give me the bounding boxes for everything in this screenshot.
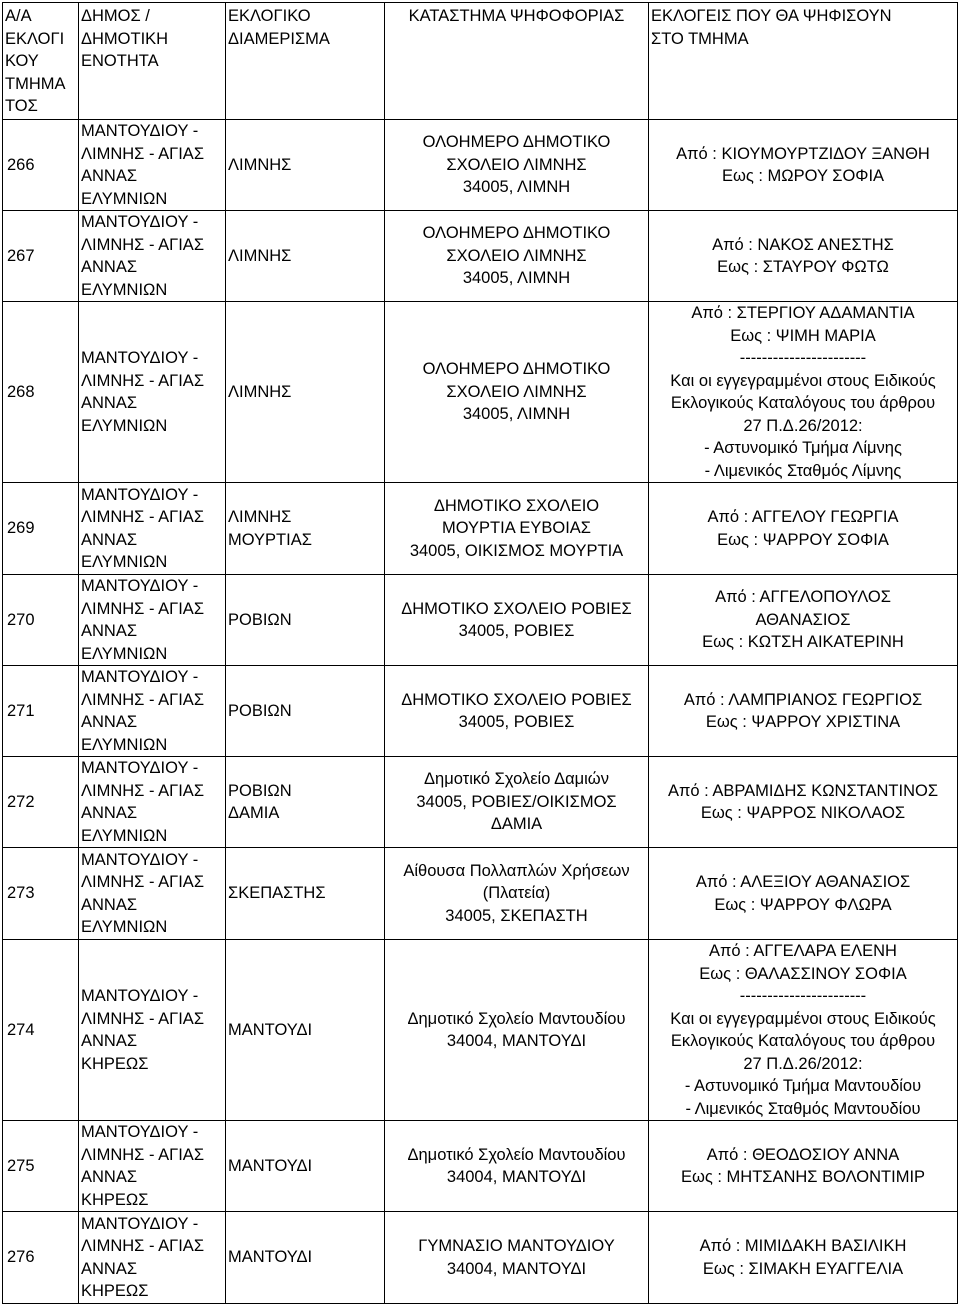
dimos-cell: ΜΑΝΤΟΥΔΙΟΥ - ΛΙΜΝΗΣ - ΑΓΙΑΣ ΑΝΝΑΣ ΚΗΡΕΩΣ: [79, 940, 226, 1121]
ekloges-cell: Από : ΜΙΜΙΔΑΚΗ ΒΑΣΙΛΙΚΗ Εως : ΣΙΜΑΚΗ ΕΥΑΓΓΕΛΙΑ: [649, 1212, 958, 1304]
table-row: [3, 575, 958, 666]
ekloges-cell: Από : ΘΕΟΔΟΣΙΟΥ ΑΝΝΑ Εως : ΜΗΤΣΑΝΗΣ ΒΟΛΟΝΤΙΜΙΡ: [649, 1121, 958, 1212]
katastima-cell: ΟΛΟΗΜΕΡΟ ΔΗΜΟΤΙΚΟ ΣΧΟΛΕΙΟ ΛΙΜΝΗΣ 34005, ΛΙΜΝΗ: [385, 211, 649, 302]
table-row: [3, 302, 958, 483]
diamerisma-cell: ΛΙΜΝΗΣ: [226, 211, 385, 302]
row-number: 276: [3, 1212, 79, 1304]
dimos-cell: ΜΑΝΤΟΥΔΙΟΥ - ΛΙΜΝΗΣ - ΑΓΙΑΣ ΑΝΝΑΣ ΕΛΥΜΝΙΩΝ: [79, 666, 226, 757]
table-row: [3, 211, 958, 302]
row-number: 269: [3, 483, 79, 575]
dimos-cell: ΜΑΝΤΟΥΔΙΟΥ - ΛΙΜΝΗΣ - ΑΓΙΑΣ ΑΝΝΑΣ ΚΗΡΕΩΣ: [79, 1121, 226, 1212]
ekloges-cell: Από : ΝΑΚΟΣ ΑΝΕΣΤΗΣ Εως : ΣΤΑΥΡΟΥ ΦΩΤΩ: [649, 211, 958, 302]
table-row: [3, 1121, 958, 1212]
dimos-cell: ΜΑΝΤΟΥΔΙΟΥ - ΛΙΜΝΗΣ - ΑΓΙΑΣ ΑΝΝΑΣ ΕΛΥΜΝΙΩΝ: [79, 211, 226, 302]
ekloges-cell: Από : ΑΒΡΑΜΙΔΗΣ ΚΩΝΣΤΑΝΤΙΝΟΣ Εως : ΨΑΡΡΟΣ ΝΙΚΟΛΑΟΣ: [649, 757, 958, 848]
diamerisma-cell: ΛΙΜΝΗΣ: [226, 302, 385, 483]
diamerisma-cell: ΡΟΒΙΩΝ: [226, 666, 385, 757]
dimos-cell: ΜΑΝΤΟΥΔΙΟΥ - ΛΙΜΝΗΣ - ΑΓΙΑΣ ΑΝΝΑΣ ΕΛΥΜΝΙΩΝ: [79, 120, 226, 211]
row-number: 270: [3, 575, 79, 666]
row-number: 274: [3, 940, 79, 1121]
row-number: 272: [3, 757, 79, 848]
dimos-cell: ΜΑΝΤΟΥΔΙΟΥ - ΛΙΜΝΗΣ - ΑΓΙΑΣ ΑΝΝΑΣ ΕΛΥΜΝΙΩΝ: [79, 757, 226, 848]
katastima-cell: ΟΛΟΗΜΕΡΟ ΔΗΜΟΤΙΚΟ ΣΧΟΛΕΙΟ ΛΙΜΝΗΣ 34005, ΛΙΜΝΗ: [385, 302, 649, 483]
header-ekloges: ΕΚΛΟΓΕΙΣ ΠΟΥ ΘΑ ΨΗΦΙΣΟΥΝ ΣΤΟ ΤΜΗΜΑ: [649, 3, 958, 120]
table-row: [3, 120, 958, 211]
header-row: [3, 3, 958, 120]
diamerisma-cell: ΜΑΝΤΟΥΔΙ: [226, 1212, 385, 1304]
dimos-cell: ΜΑΝΤΟΥΔΙΟΥ - ΛΙΜΝΗΣ - ΑΓΙΑΣ ΑΝΝΑΣ ΚΗΡΕΩΣ: [79, 1212, 226, 1304]
row-number: 267: [3, 211, 79, 302]
header-dimos: ΔΗΜΟΣ / ΔΗΜΟΤΙΚΗ ΕΝΟΤΗΤΑ: [79, 3, 226, 120]
row-number: 271: [3, 666, 79, 757]
katastima-cell: ΟΛΟΗΜΕΡΟ ΔΗΜΟΤΙΚΟ ΣΧΟΛΕΙΟ ΛΙΜΝΗΣ 34005, ΛΙΜΝΗ: [385, 120, 649, 211]
row-number: 273: [3, 848, 79, 940]
ekloges-cell: Από : ΚΙΟΥΜΟΥΡΤΖΙΔΟΥ ΞΑΝΘΗ Εως : ΜΩΡΟΥ ΣΟΦΙΑ: [649, 120, 958, 211]
diamerisma-cell: ΡΟΒΙΩΝ: [226, 575, 385, 666]
table-row: [3, 483, 958, 575]
diamerisma-cell: ΜΑΝΤΟΥΔΙ: [226, 940, 385, 1121]
table-row: [3, 666, 958, 757]
ekloges-cell: Από : ΑΓΓΕΛΑΡΑ ΕΛΕΝΗ Εως : ΘΑΛΑΣΣΙΝΟΥ ΣΟΦΙΑ ----------------------- Και οι εγγεγραμμένοι στους Ειδικούς Εκλογικούς Καταλόγους του άρθρου 27 Π.Δ.26/2012: - Αστυνομικό Τμήμα Μαντουδίου - Λιμενικός Σταθμός Μαντουδίου: [649, 940, 958, 1121]
dimos-cell: ΜΑΝΤΟΥΔΙΟΥ - ΛΙΜΝΗΣ - ΑΓΙΑΣ ΑΝΝΑΣ ΕΛΥΜΝΙΩΝ: [79, 483, 226, 575]
katastima-cell: Αίθουσα Πολλαπλών Χρήσεων (Πλατεία) 34005, ΣΚΕΠΑΣΤΗ: [385, 848, 649, 940]
row-number: 266: [3, 120, 79, 211]
dimos-cell: ΜΑΝΤΟΥΔΙΟΥ - ΛΙΜΝΗΣ - ΑΓΙΑΣ ΑΝΝΑΣ ΕΛΥΜΝΙΩΝ: [79, 575, 226, 666]
ekloges-cell: Από : ΣΤΕΡΓΙΟΥ ΑΔΑΜΑΝΤΙΑ Εως : ΨΙΜΗ ΜΑΡΙΑ ----------------------- Και οι εγγεγραμμένοι στους Ειδικούς Εκλογικούς Καταλόγους του άρθρου 27 Π.Δ.26/2012: - Αστυνομικό Τμήμα Λίμνης - Λιμενικός Σταθμός Λίμνης: [649, 302, 958, 483]
diamerisma-cell: ΜΑΝΤΟΥΔΙ: [226, 1121, 385, 1212]
row-number: 275: [3, 1121, 79, 1212]
katastima-cell: Δημοτικό Σχολείο Μαντουδίου 34004, ΜΑΝΤΟΥΔΙ: [385, 940, 649, 1121]
diamerisma-cell: ΡΟΒΙΩΝ ΔΑΜΙΑ: [226, 757, 385, 848]
katastima-cell: ΔΗΜΟΤΙΚΟ ΣΧΟΛΕΙΟ ΜΟΥΡΤΙΑ ΕΥΒΟΙΑΣ 34005, ΟΙΚΙΣΜΟΣ ΜΟΥΡΤΙΑ: [385, 483, 649, 575]
ekloges-cell: Από : ΑΓΓΕΛΟΥ ΓΕΩΡΓΙΑ Εως : ΨΑΡΡΟΥ ΣΟΦΙΑ: [649, 483, 958, 575]
katastima-cell: ΓΥΜΝΑΣΙΟ ΜΑΝΤΟΥΔΙΟΥ 34004, ΜΑΝΤΟΥΔΙ: [385, 1212, 649, 1304]
table-row: [3, 757, 958, 848]
katastima-cell: Δημοτικό Σχολείο Δαμιών 34005, ΡΟΒΙΕΣ/ΟΙΚΙΣΜΟΣ ΔΑΜΙΑ: [385, 757, 649, 848]
polling-stations-table: [2, 2, 958, 1304]
diamerisma-cell: ΛΙΜΝΗΣ: [226, 120, 385, 211]
row-number: 268: [3, 302, 79, 483]
header-aa: Α/Α ΕΚΛΟΓΙ ΚΟΥ ΤΜΗΜΑ ΤΟΣ: [3, 3, 79, 120]
ekloges-cell: Από : ΛΑΜΠΡΙΑΝΟΣ ΓΕΩΡΓΙΟΣ Εως : ΨΑΡΡΟΥ ΧΡΙΣΤΙΝΑ: [649, 666, 958, 757]
ekloges-cell: Από : ΑΓΓΕΛΟΠΟΥΛΟΣ ΑΘΑΝΑΣΙΟΣ Εως : ΚΩΤΣΗ ΑΙΚΑΤΕΡΙΝΗ: [649, 575, 958, 666]
katastima-cell: Δημοτικό Σχολείο Μαντουδίου 34004, ΜΑΝΤΟΥΔΙ: [385, 1121, 649, 1212]
ekloges-cell: Από : ΑΛΕΞΙΟΥ ΑΘΑΝΑΣΙΟΣ Εως : ΨΑΡΡΟΥ ΦΛΩΡΑ: [649, 848, 958, 940]
diamerisma-cell: ΣΚΕΠΑΣΤΗΣ: [226, 848, 385, 940]
table-row: [3, 940, 958, 1121]
header-katastima: ΚΑΤΑΣΤΗΜΑ ΨΗΦΟΦΟΡΙΑΣ: [385, 3, 649, 120]
header-diamerisma: ΕΚΛΟΓΙΚΟ ΔΙΑΜΕΡΙΣΜΑ: [226, 3, 385, 120]
katastima-cell: ΔΗΜΟΤΙΚΟ ΣΧΟΛΕΙΟ ΡΟΒΙΕΣ 34005, ΡΟΒΙΕΣ: [385, 575, 649, 666]
dimos-cell: ΜΑΝΤΟΥΔΙΟΥ - ΛΙΜΝΗΣ - ΑΓΙΑΣ ΑΝΝΑΣ ΕΛΥΜΝΙΩΝ: [79, 302, 226, 483]
katastima-cell: ΔΗΜΟΤΙΚΟ ΣΧΟΛΕΙΟ ΡΟΒΙΕΣ 34005, ΡΟΒΙΕΣ: [385, 666, 649, 757]
table-row: [3, 848, 958, 940]
diamerisma-cell: ΛΙΜΝΗΣ ΜΟΥΡΤΙΑΣ: [226, 483, 385, 575]
table-row: [3, 1212, 958, 1304]
dimos-cell: ΜΑΝΤΟΥΔΙΟΥ - ΛΙΜΝΗΣ - ΑΓΙΑΣ ΑΝΝΑΣ ΕΛΥΜΝΙΩΝ: [79, 848, 226, 940]
